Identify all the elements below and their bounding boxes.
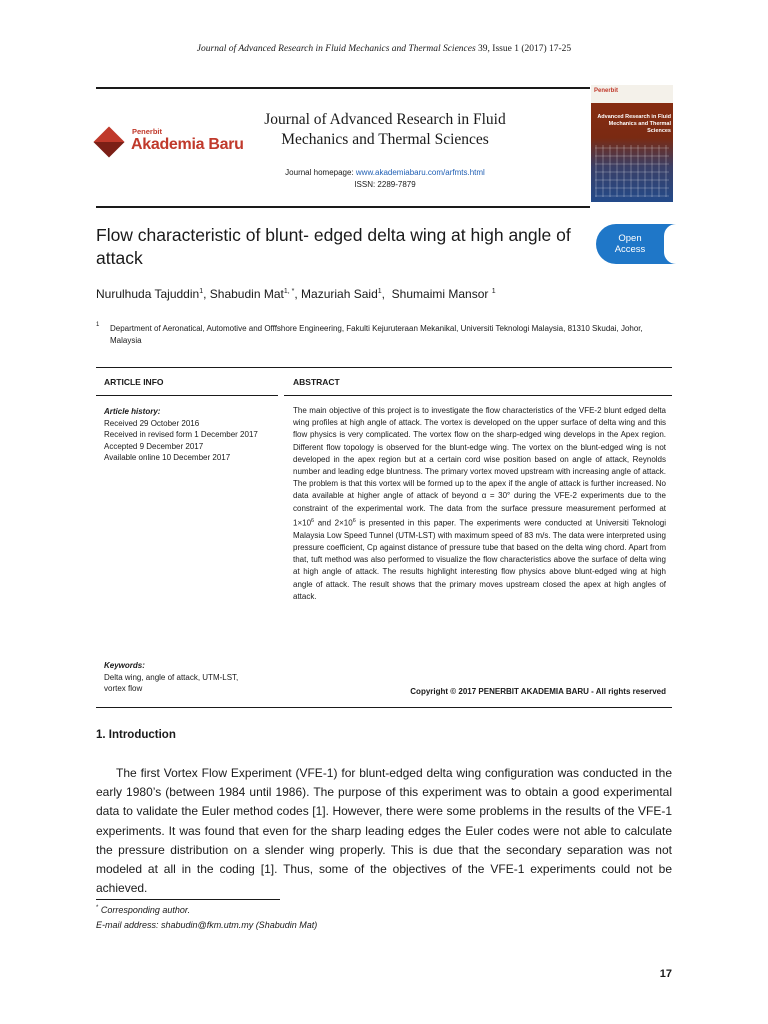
- history-item: Available online 10 December 2017: [104, 453, 231, 462]
- article-history: [104, 406, 279, 464]
- info-table-top-rule: [96, 367, 672, 368]
- author-sup: 1: [377, 288, 382, 295]
- abstract-superscript: 6: [352, 517, 356, 524]
- journal-cover-image: [591, 85, 673, 202]
- abstract-text-part: and 2×10: [314, 518, 353, 528]
- history-item: Accepted 9 December 2017: [104, 441, 204, 451]
- author-list: Nurulhuda Tajuddin$^1$, Shabudin Mat$^{1, *}$, Mazuriah Said$^1$, Shumaimi Mansor $^1$: [96, 287, 496, 301]
- abstract-text-part: The main objective of this project is to investigate the flow characteristics of the VFE-2 blunt edged delta wing profiles at high angle of attack. The vortex is developed on the upper surface of delta wing and this flow physics is very complicated. The vortex flow on the sharp-edged wing develops in the Apex region. Different flow topology is observed for the blunt-edge wing. The vortex on the blunt-edged wing is not developed in the apex region but at a certain cord wise position based on angle of attack, Reynolds number and leading edge bluntness. The primary vortex moved upstream with increasing angle of attack. The problem is that this vortex will be formed up to the apex if the angle of attack is further increased. No data available at higher angle of attack of beyond α = 30° during the VFE-2 experiments due to the constraint of the experimental work. The data from the surface pressure measurement performed at 1×10: [293, 406, 666, 528]
- footnote-corresponding-text: Corresponding author.: [98, 905, 191, 915]
- header-top-rule: [96, 87, 590, 89]
- affiliation: Department of Aeronatical, Automotive and Offfshore Engineering, Fakulti Kejuruteraan Mekanikal, Universiti Teknologi Malaysia, 81310 Skudai, Johor, Malaysia: [110, 324, 643, 345]
- abstract-text-part: is presented in this paper. The experiments were conducted at Universiti Teknologi Malaysia Low Speed Tunnel (UTM-LST) with maximum speed of 83 m/s. The data were interpreted using pressure coefficient, Cp against distance of pressure tube that based on the delta wing chord. Apart from that, tuft method was also performed to visualize the flow characteristics above the surface of delta wing at high angle of attack. The results highlight interesting flow physics above blunt-edged wing at high angle of attack. The result shows that the primary moves upstream closed the apex at high angles of attack.: [293, 518, 667, 601]
- cover-title-line2: Mechanics and Thermal: [608, 121, 671, 127]
- cover-title: [593, 114, 671, 135]
- article-info-header: ARTICLE INFO: [104, 377, 164, 387]
- abstract-text: [293, 405, 666, 603]
- page-number: 17: [659, 968, 672, 980]
- footnote-mark: *: [96, 905, 99, 911]
- open-access-curl: [664, 224, 676, 264]
- publisher-diamond-icon: [93, 126, 124, 157]
- abstract-header: ABSTRACT: [293, 377, 340, 387]
- header-bottom-rule: [96, 206, 590, 208]
- abstract-superscript: 6: [311, 517, 315, 524]
- journal-title-line2: Mechanics and Thermal Sciences: [281, 131, 489, 148]
- open-access-label-line1: Open: [618, 233, 642, 244]
- info-table-header-rule-right: [284, 395, 672, 396]
- info-table-header-rule-left: [96, 395, 278, 396]
- author-name: Shumaimi Mansor: [391, 287, 489, 301]
- keywords-line: vortex flow: [104, 684, 143, 693]
- info-table-bottom-rule: [96, 707, 672, 708]
- affiliation-mark: 1: [96, 322, 100, 328]
- journal-homepage: [230, 167, 540, 191]
- keywords: [104, 660, 279, 695]
- running-head-issue: 39, Issue 1 (2017) 17-25: [475, 44, 572, 54]
- publisher-logo: [96, 127, 244, 163]
- open-access-badge[interactable]: [596, 224, 676, 264]
- author-sup: 1: [199, 288, 204, 295]
- journal-title-line1: Journal of Advanced Research in Fluid: [264, 111, 506, 128]
- article-history-label: Article history:: [104, 407, 161, 416]
- copyright-notice: Copyright © 2017 PENERBIT AKADEMIA BARU - All rights reserved: [410, 687, 666, 696]
- open-access-label: [596, 233, 664, 255]
- author-sup: 1, *: [283, 288, 295, 295]
- author-name: Mazuriah Said: [301, 287, 378, 301]
- author-sup: 1: [491, 288, 496, 295]
- author-name: Nurulhuda Tajuddin: [96, 287, 200, 301]
- open-access-label-line2: Access: [614, 244, 646, 255]
- section-heading-introduction: 1. Introduction: [96, 729, 176, 741]
- running-head-journal: Journal of Advanced Research in Fluid Mechanics and Thermal Sciences: [196, 44, 476, 54]
- cover-publisher-mark: Penerbit: [594, 88, 619, 94]
- journal-issn: ISSN: 2289-7879: [354, 180, 416, 189]
- footnote-corresponding: [96, 905, 190, 915]
- article-title: Flow characteristic of blunt- edged delta wing at high angle of attack: [96, 225, 571, 268]
- footnote-rule: [96, 899, 280, 900]
- cover-title-line3: Sciences: [647, 128, 671, 134]
- journal-homepage-label: Journal homepage:: [285, 168, 356, 177]
- keywords-line: Delta wing, angle of attack, UTM-LST,: [104, 672, 239, 682]
- cover-artwork: [595, 145, 669, 197]
- footnote-email: E-mail address: shabudin@fkm.utm.my (Shabudin Mat): [96, 920, 318, 930]
- journal-title: [230, 110, 540, 150]
- running-head: [0, 44, 768, 54]
- introduction-paragraph: The first Vortex Flow Experiment (VFE-1) for blunt-edged delta wing configuration was conducted in the early 1980’s (between 1984 until 1986). The purpose of this experiment was to obtain a good experimental data to validate the Euler method codes [1]. However, there were some problems in the results of the VFE-1 experiments. It was found that even for the sharp leading edges the Euler codes were not able to calculate the pressure distribution on a slender wing properly. This is due that the secondary separation was not modeled at all in the coding [1]. Thus, some of the objectives of the VFE-1 experiments could not be achieved.: [96, 766, 672, 896]
- history-item: Received 29 October 2016: [104, 418, 200, 428]
- journal-homepage-link[interactable]: www.akademiabaru.com/arfmts.html: [355, 168, 485, 177]
- history-item: Received in revised form 1 December 2017: [104, 430, 258, 439]
- publisher-name: Akademia Baru: [131, 136, 244, 153]
- cover-title-line1: Advanced Research in Fluid: [597, 114, 671, 120]
- keywords-label: Keywords:: [104, 661, 145, 670]
- author-name: Shabudin Mat: [209, 287, 284, 301]
- publisher-small-label: Penerbit: [132, 127, 163, 136]
